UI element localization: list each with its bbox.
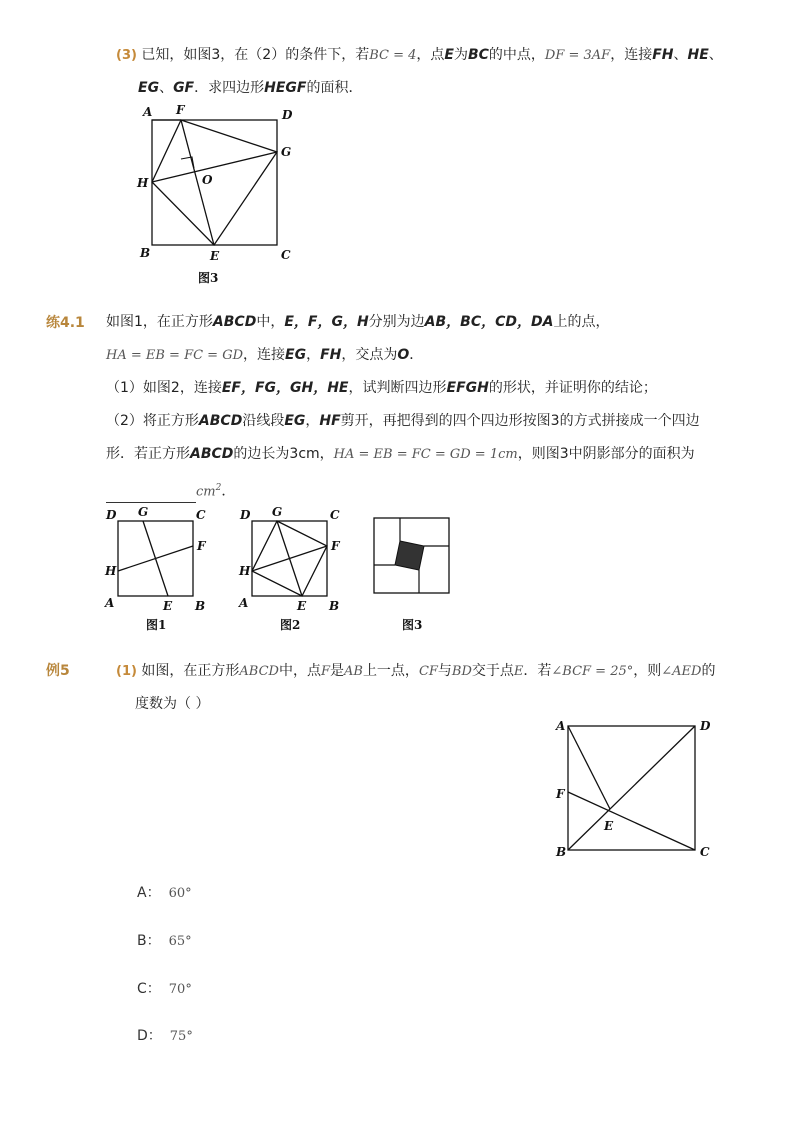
svg-text:D: D xyxy=(106,508,117,522)
option-d[interactable]: D： 75° xyxy=(137,1028,193,1044)
svg-text:F: F xyxy=(331,539,340,553)
p41-line1: 如图1，在正方形ABCD中，E，F，G，H分别为边AB，BC，CD，DA上的点， xyxy=(106,314,610,330)
ex5-segment-cf xyxy=(568,792,695,850)
figure-caption: 图3 xyxy=(198,271,219,285)
label-g: G xyxy=(281,145,292,159)
svg-text:C: C xyxy=(700,845,710,859)
ex5-diagonal-bd xyxy=(568,726,695,850)
answer-blank[interactable] xyxy=(106,488,196,503)
ex5-line1: (1) 如图，在正方形ABCD中，点F是AB上一点，CF与BD交于点E．若∠BCF = 25°，则∠AED的 xyxy=(116,663,716,679)
ex5-figure xyxy=(548,712,723,862)
label-c: C xyxy=(281,248,291,262)
svg-text:C: C xyxy=(330,508,340,522)
svg-text:G: G xyxy=(138,505,149,519)
p41-part2: （2）将正方形ABCD沿线段EG，HF剪开，再把得到的四个四边形按图3的方式拼接成一个四边 xyxy=(106,413,700,429)
q3-figure xyxy=(136,102,306,287)
label-o: O xyxy=(202,173,213,187)
svg-text:F: F xyxy=(197,539,206,553)
svg-text:H: H xyxy=(239,564,251,578)
svg-text:C: C xyxy=(196,508,206,522)
ex5-number: (1) xyxy=(116,664,137,679)
label-a: A xyxy=(143,105,153,119)
svg-text:F: F xyxy=(556,787,565,801)
fig3-caption: 图3 xyxy=(402,618,423,632)
example-tag: 例5 xyxy=(46,663,70,679)
option-c[interactable]: C： 70° xyxy=(137,981,192,997)
p41-part2-line2: 形．若正方形ABCD的边长为3cm，HA = EB = FC = GD = 1cm，则图3中阴影部分的面积为 xyxy=(106,446,695,462)
fig2-caption: 图2 xyxy=(280,618,301,632)
svg-text:B: B xyxy=(556,845,567,859)
q3-line1: (3) 已知，如图3，在（2）的条件下，若BC = 4，点E为BC的中点，DF = 3AF，连接FH、HE、 xyxy=(116,47,723,63)
square-abcd xyxy=(152,120,277,245)
label-h: H xyxy=(137,176,149,190)
ex5-segment-ae xyxy=(568,726,610,809)
q3-line2: EG、GF．求四边形HEGF的面积． xyxy=(138,80,363,96)
svg-text:E: E xyxy=(604,819,614,833)
svg-text:D: D xyxy=(700,719,711,733)
ex5-line2: 度数为（ ） xyxy=(135,696,210,712)
svg-text:A: A xyxy=(239,596,249,610)
svg-text:E: E xyxy=(163,599,173,613)
quad-hegf xyxy=(152,120,277,245)
label-f: F xyxy=(176,103,185,117)
svg-text:A: A xyxy=(556,719,566,733)
practice-tag: 练4.1 xyxy=(46,315,85,331)
svg-text:G: G xyxy=(272,505,283,519)
label-e: E xyxy=(210,249,220,263)
svg-text:D: D xyxy=(240,508,251,522)
p41-figure3 xyxy=(366,503,466,638)
option-b[interactable]: B： 65° xyxy=(137,933,192,949)
p41-figure2 xyxy=(234,503,346,638)
p41-figure1 xyxy=(100,503,212,638)
option-a[interactable]: A： 60° xyxy=(137,885,192,901)
fig1-segment-hf xyxy=(118,546,193,571)
fig1-caption: 图1 xyxy=(146,618,167,632)
q3-number: (3) xyxy=(116,48,137,63)
fig3-shaded-square xyxy=(395,541,424,570)
p41-answer-line: $cm^2$． xyxy=(106,478,235,503)
label-b: B xyxy=(140,246,151,260)
svg-text:H: H xyxy=(105,564,117,578)
svg-text:B: B xyxy=(195,599,206,613)
svg-text:A: A xyxy=(105,596,115,610)
svg-text:B: B xyxy=(329,599,340,613)
svg-text:E: E xyxy=(297,599,307,613)
label-d: D xyxy=(282,108,293,122)
p41-part1: （1）如图2，连接EF，FG，GH，HE，试判断四边形EFGH的形状，并证明你的结论； xyxy=(106,380,657,396)
segment-hg xyxy=(152,152,277,182)
p41-line2: HA = EB = FC = GD，连接EG，FH，交点为O． xyxy=(106,347,424,363)
